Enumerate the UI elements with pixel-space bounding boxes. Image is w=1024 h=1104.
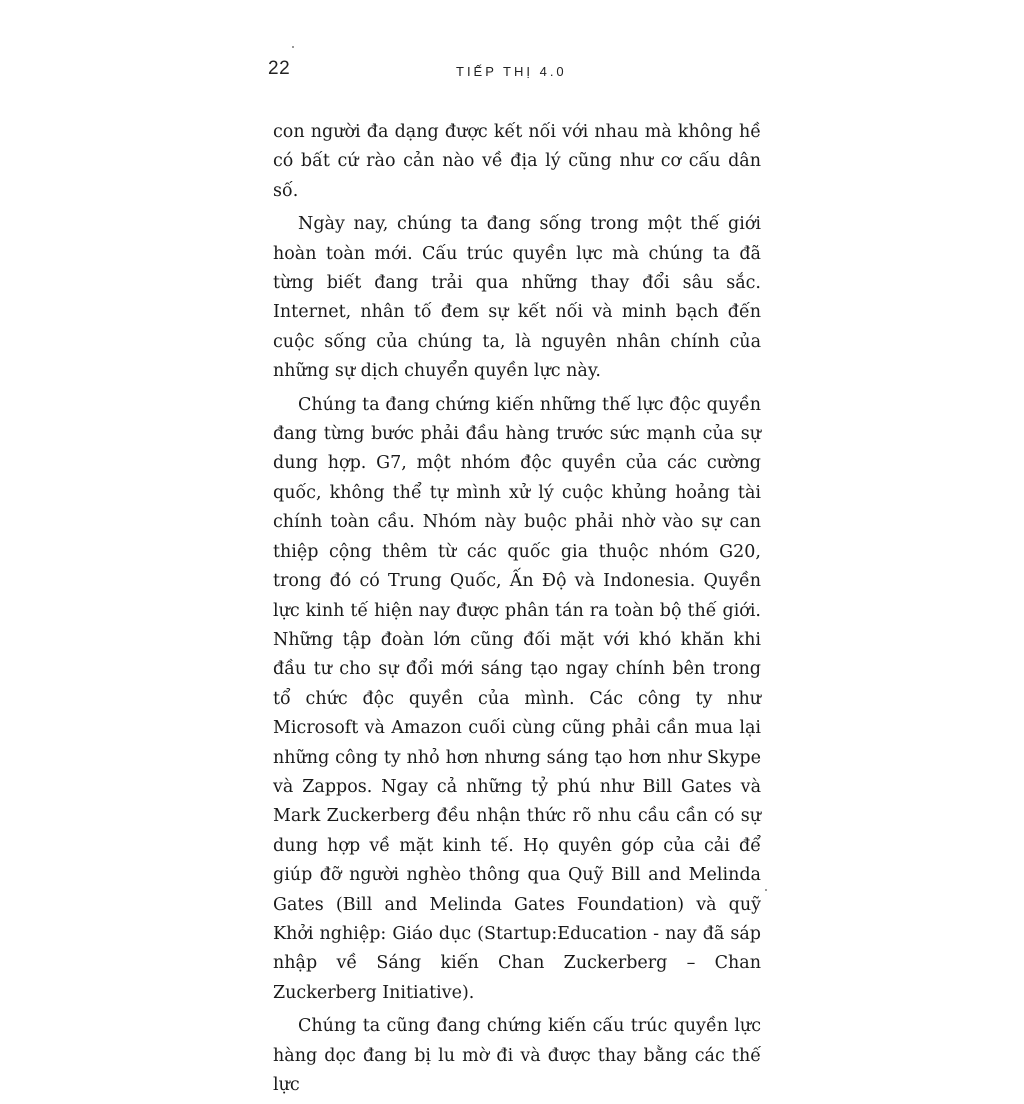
scan-speck: [765, 889, 767, 891]
page-number: 22: [268, 58, 291, 79]
paragraph-4: Chúng ta cũng đang chứng kiến cấu trúc quyền lực hàng dọc đang bị lu mờ đi và được thay bằng các thế lực: [273, 1016, 761, 1095]
scan-speck: [292, 46, 294, 48]
paragraph-3: Chúng ta đang chứng kiến những thế lực độc quyền đang từng bước phải đầu hàng trước sức mạnh của sự dung hợp. G7, một nhóm độc quyền của các cường quốc, không thể tự mình xử lý cuộc khủng hoảng tài chính toàn cầu. Nhóm này buộc phải nhờ vào sự can thiệp cộng thêm từ các quốc gia thuộc nhóm G20, trong đó có Trung Quốc, Ấn Độ và Indonesia. Quyền lực kinh tế hiện nay được phân tán ra toàn bộ thế giới. Những tập đoàn lớn cũng đối mặt với khó khăn khi đầu tư cho sự đổi mới sáng tạo ngay chính bên trong tổ chức độc quyền của mình. Các công ty như Microsoft và Amazon cuối cùng cũng phải cần mua lại những công ty nhỏ hơn nhưng sáng tạo hơn như Skype và Zappos. Ngay cả những tỷ phú như Bill Gates và Mark Zuckerberg đều nhận thức rõ nhu cầu cần có sự dung hợp về mặt kinh tế. Họ quyên góp của cải để giúp đỡ người nghèo thông qua Quỹ Bill and Melinda Gates (Bill and Melinda Gates Foundation) và quỹ Khởi nghiệp: Giáo dục (Startup:Education - nay đã sáp nhập về Sáng kiến Chan Zuckerberg – Chan Zuckerberg Initiative).: [273, 394, 761, 1003]
paragraph-2: Ngày nay, chúng ta đang sống trong một thế giới hoàn toàn mới. Cấu trúc quyền lực mà chúng ta đã từng biết đang trải qua những thay đổi sâu sắc. Internet, nhân tố đem sự kết nối và minh bạch đến cuộc sống của chúng ta, là nguyên nhân chính của những sự dịch chuyển quyền lực này.: [273, 214, 761, 382]
paragraph-1: con người đa dạng được kết nối với nhau mà không hề có bất cứ rào cản nào về địa lý cũng như cơ cấu dân số.: [273, 122, 761, 201]
running-title: TIẾP THỊ 4.0: [456, 64, 567, 79]
body-text: [273, 118, 761, 1104]
